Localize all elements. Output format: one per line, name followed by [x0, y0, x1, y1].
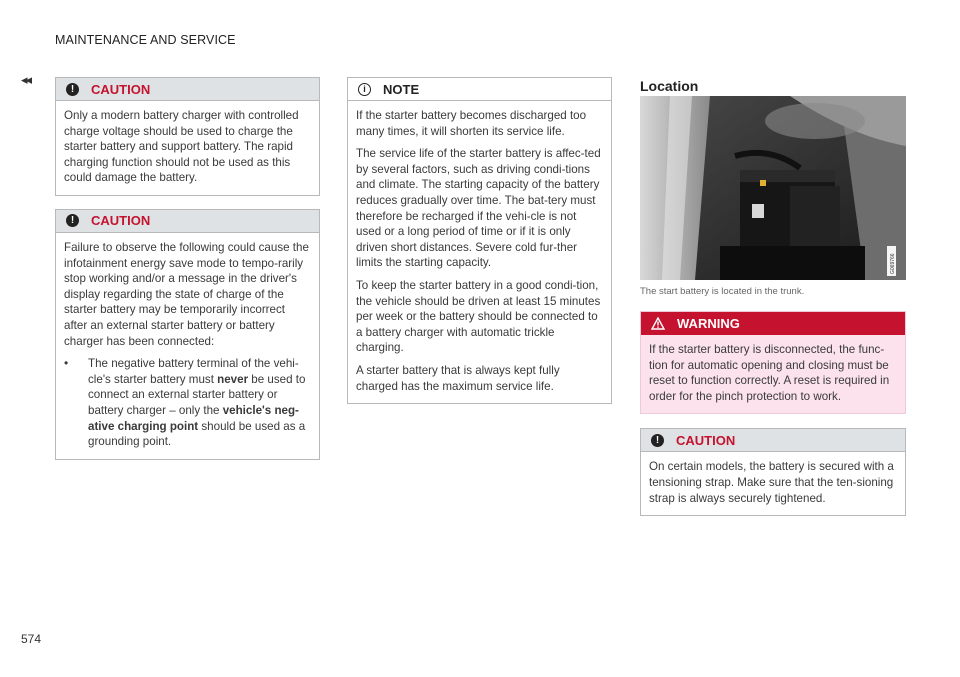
note-paragraph: To keep the starter battery in a good condi-tion, the vehicle should be driven at least 15 minutes per week or the battery should be connected to a battery charger with automatic trickle charging. — [356, 278, 601, 355]
bullet-glyph: • — [64, 356, 69, 371]
caution-text: Only a modern battery charger with controlled charge voltage should be used to charge the starter battery and support battery. The rapid charging function should not be used as this could damage the battery. — [64, 109, 299, 185]
bullet-text-part: should be used as a grounding point. — [88, 419, 306, 449]
warning-header — [641, 312, 905, 335]
note-paragraph: The service life of the starter battery is affec-ted by several factors, such as driving condi-tions and climate. The starting capacity of the battery reduces gradually over time. The bat-tery must therefore be recharged if the vehi-cle is not used or a long period of time or if it is only driven short distances. Severe cold fur-ther limits the starting capacity. — [356, 147, 601, 270]
warning-box — [640, 311, 906, 414]
exclamation-circle-icon: ! — [66, 83, 79, 96]
list-item — [64, 356, 311, 450]
note-title: NOTE — [383, 81, 420, 97]
info-circle-icon: i — [358, 83, 371, 96]
caution-text: Failure to observe the following could cause the infotainment energy save mode to tempo-rarily stop working and/or a message in the driver's display regarding the state of charge of the starter battery may be temporarily incorrect after an external starter battery or battery charger has been connected: — [64, 240, 309, 348]
caution-title: CAUTION — [676, 432, 736, 448]
warning-body — [641, 335, 905, 413]
note-paragraph: A starter battery that is always kept fully charged has the maximum service life. — [356, 363, 560, 393]
caution-box-strap — [640, 428, 906, 516]
page-number: 574 — [21, 632, 42, 646]
photo-caption: The start battery is located in the trunk. — [640, 286, 805, 297]
exclamation-circle-icon: ! — [651, 434, 664, 447]
warning-title: WARNING — [677, 315, 740, 331]
battery-illustration — [640, 96, 906, 280]
caution-body — [56, 233, 319, 459]
back-nav-icon[interactable]: ◂◂ — [21, 72, 31, 87]
bullet-text-part: be used to connect an external starter battery or battery charger – only the — [88, 372, 306, 417]
bullet-text-part: The negative battery terminal of the vehi-cle's starter battery must — [88, 357, 299, 386]
caution-box-charger — [55, 77, 320, 196]
caution-title: CAUTION — [91, 213, 151, 229]
bullet-text — [88, 356, 311, 450]
caution-title: CAUTION — [91, 81, 151, 97]
exclamation-circle-icon: ! — [66, 214, 79, 227]
caution-body — [56, 101, 319, 195]
caution-text: On certain models, the battery is secured with a tensioning strap. Make sure that the ten-sioning strap is always securely tightened. — [649, 460, 894, 505]
warning-text: If the starter battery is disconnected, the func-tion for automatic opening and closing must be reset to function correctly. A reset is required in order for the pinch protection to work. — [649, 343, 890, 403]
bullet-bold-charging-point: vehicle's neg-ative charging point — [88, 403, 299, 433]
note-header — [348, 78, 611, 101]
right-column — [640, 311, 906, 516]
caution-header — [641, 429, 905, 452]
warning-triangle-icon — [651, 317, 665, 330]
caution-box-energy-save — [55, 209, 320, 460]
caution-header — [56, 78, 319, 101]
image-code: G069766 — [890, 253, 896, 274]
section-header: MAINTENANCE AND SERVICE — [55, 33, 236, 47]
location-heading: Location — [640, 78, 699, 94]
caution-body — [641, 452, 905, 515]
note-paragraph: If the starter battery becomes discharged too many times, it will shorten its service life. — [356, 109, 587, 138]
left-column — [55, 77, 320, 460]
bullet-bold-never: never — [217, 372, 249, 386]
middle-column — [347, 77, 612, 404]
caution-header — [56, 210, 319, 233]
trunk-battery-photo — [640, 96, 906, 280]
note-box — [347, 77, 612, 404]
note-body — [348, 101, 611, 403]
